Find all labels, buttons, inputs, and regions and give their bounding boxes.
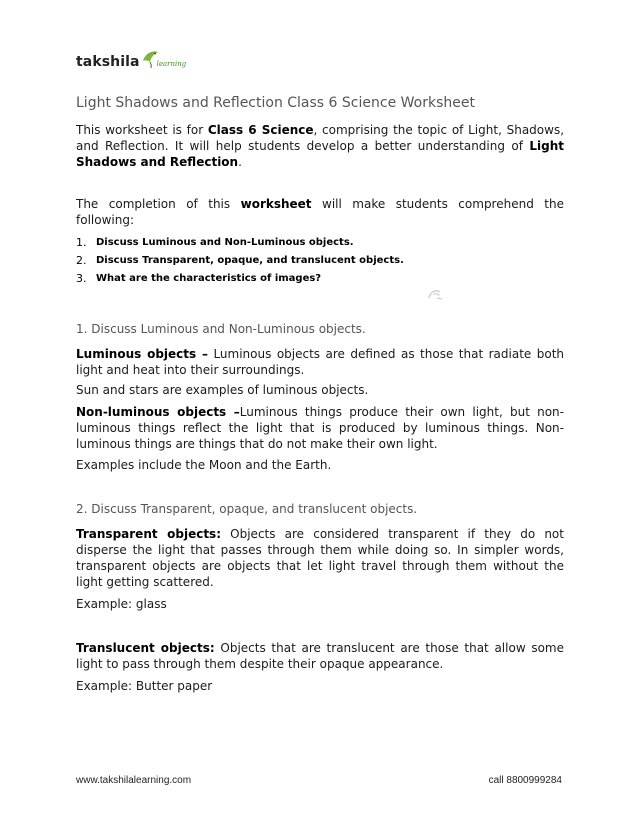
- translucent-label: Translucent objects:: [76, 641, 215, 655]
- section-heading-luminous: 1. Discuss Luminous and Non-Luminous objects.: [76, 322, 366, 336]
- list-text: What are the characteristics of images?: [96, 272, 322, 284]
- nonluminous-text: Luminous things produce their own light, but non-luminous things reflect the light that is produced by luminous things. Non-luminous things are things that do not make their own light.: [76, 405, 564, 451]
- list-text: Discuss Luminous and Non-Luminous objects.: [96, 236, 354, 248]
- takshila-logo[interactable]: [76, 54, 186, 70]
- watermark-icon: [425, 286, 445, 302]
- footer-phone: call 8800999284: [488, 775, 562, 786]
- list-number: 1.: [76, 235, 87, 249]
- objectives-list: [76, 233, 566, 287]
- transparent-text: Objects are considered transparent if they do not disperse the light that passes through them while doing so. In simpler words, transparent objects are objects that let light travel through them without the light getting scattered.: [76, 527, 564, 589]
- section-heading-transparent: 2. Discuss Transparent, opaque, and translucent objects.: [76, 502, 418, 516]
- list-item: [76, 233, 566, 251]
- list-text: Discuss Transparent, opaque, and translucent objects.: [96, 254, 404, 266]
- translucent-text: Objects that are translucent are those that allow some light to pass through them despite their opaque appearance.: [76, 641, 564, 671]
- nonluminous-paragraph: [76, 404, 564, 452]
- completion-text-1: The completion of this: [76, 197, 241, 211]
- intro-paragraph: [76, 122, 564, 170]
- translucent-paragraph: [76, 640, 564, 672]
- sun-example: Sun and stars are examples of luminous objects.: [76, 383, 369, 397]
- completion-paragraph: [76, 196, 564, 228]
- list-item: [76, 269, 566, 287]
- footer-website[interactable]: www.takshilalearning.com: [76, 775, 192, 786]
- luminous-paragraph: [76, 346, 564, 378]
- list-number: 3.: [76, 271, 87, 285]
- logo-subtext: learning: [156, 60, 187, 68]
- completion-bold: worksheet: [240, 197, 312, 211]
- intro-text-1: This worksheet is for: [76, 123, 208, 137]
- nonluminous-label: Non-luminous objects –: [76, 405, 240, 419]
- intro-bold-class: Class 6 Science: [207, 123, 314, 137]
- intro-text-2: , comprising the topic of Light, Shadows, and Reflection. It will help students develop a better understanding of: [76, 123, 565, 153]
- glass-example: Example: glass: [76, 597, 167, 611]
- luminous-text: Luminous objects are defined as those that radiate both light and heat into their surroundings.: [76, 347, 565, 377]
- completion-text-2: will make students comprehend the following:: [76, 197, 564, 227]
- list-number: 2.: [76, 253, 87, 267]
- butter-example: Example: Butter paper: [76, 679, 213, 693]
- list-item: [76, 251, 566, 269]
- intro-bold-topic: Light Shadows and Reflection: [76, 139, 564, 169]
- page-title: Light Shadows and Reflection Class 6 Science Worksheet: [76, 95, 475, 111]
- intro-text-3: .: [238, 155, 242, 169]
- transparent-paragraph: [76, 526, 564, 590]
- transparent-label: Transparent objects:: [76, 527, 221, 541]
- logo-wordmark: takshila: [76, 54, 140, 70]
- moon-example: Examples include the Moon and the Earth.: [76, 458, 332, 472]
- luminous-label: Luminous objects –: [76, 347, 208, 361]
